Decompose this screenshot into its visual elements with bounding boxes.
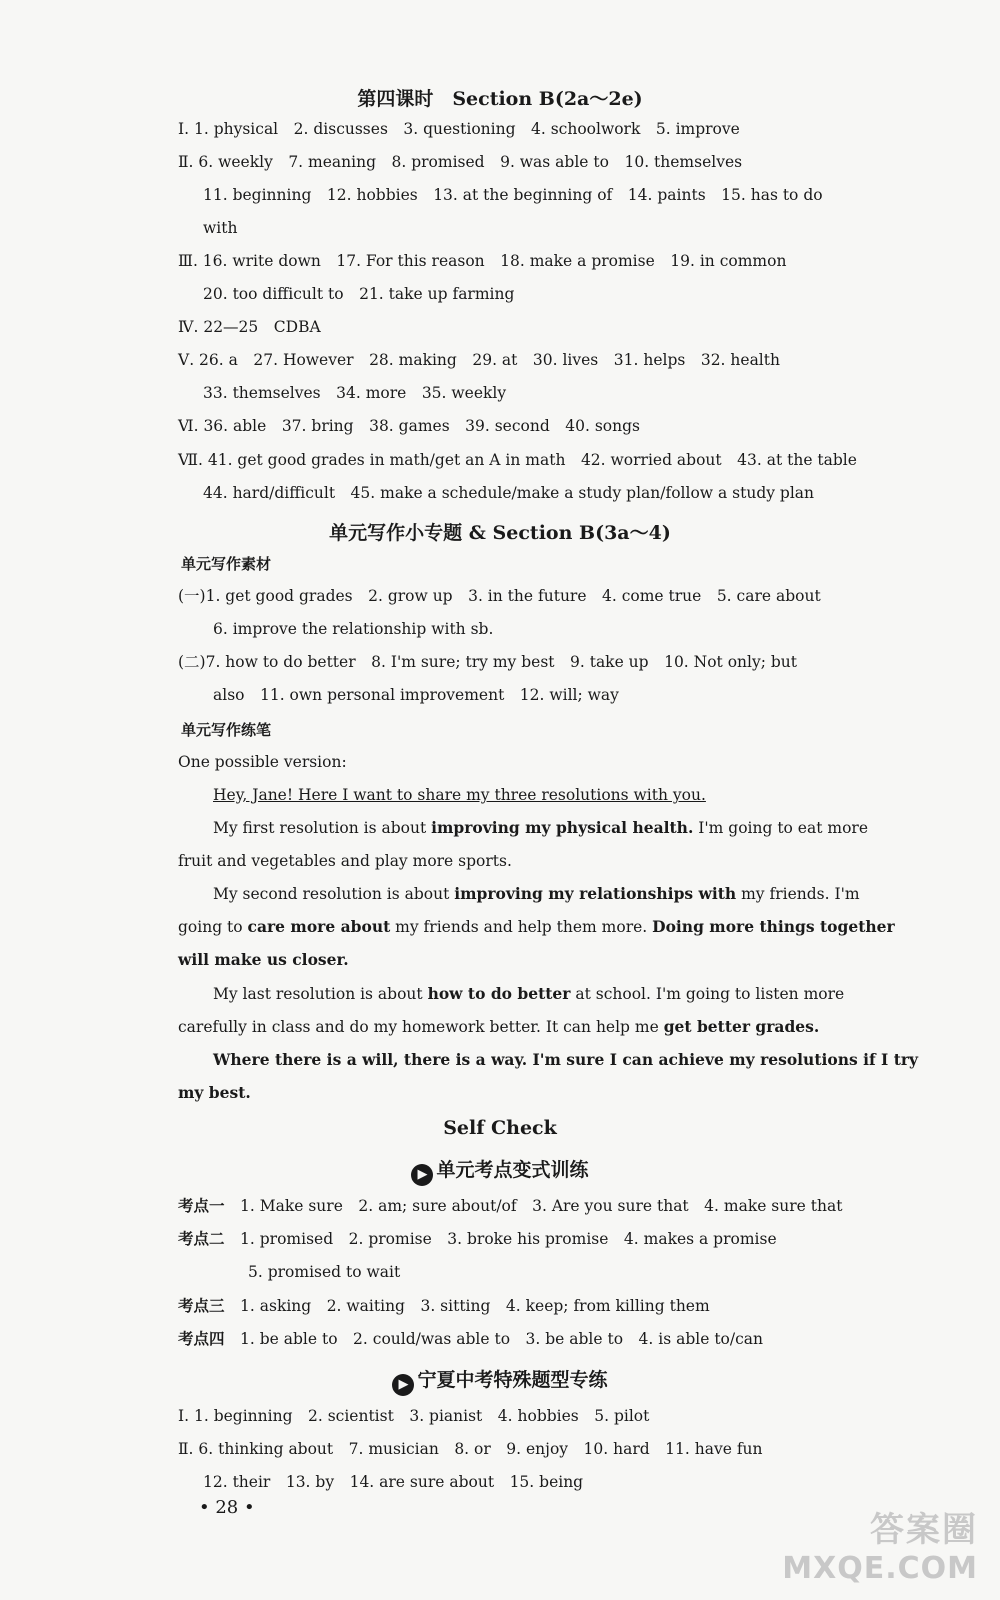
section-title-self-check: Self Check xyxy=(443,1117,557,1139)
essay-paragraph-1-line-2: fruit and vegetables and play more sports. xyxy=(178,852,512,870)
essay-paragraph-3-line-1 xyxy=(213,984,844,1004)
text: My first resolution is about xyxy=(213,819,432,837)
answer-line-9: 33. themselves 34. more 35. weekly xyxy=(203,384,507,402)
answer-line-8: Ⅴ. 26. a 27. However 28. making 29. at 30. lives 31. helps 32. health xyxy=(178,351,780,369)
test-point-text: 1. promised 2. promise 3. broke his promise 4. makes a promise xyxy=(240,1230,777,1248)
answer-line-12: 44. hard/difficult 45. make a schedule/make a study plan/follow a study plan xyxy=(203,484,815,502)
essay-intro: One possible version: xyxy=(178,753,347,771)
test-point-label: 考点二 xyxy=(178,1229,225,1248)
text: at school. I'm going to listen more xyxy=(570,985,845,1003)
answer-line-10: Ⅵ. 36. able 37. bring 38. games 39. second 40. songs xyxy=(178,417,640,435)
bold-text: my best. xyxy=(178,1083,251,1102)
special-line-1: Ⅰ. 1. beginning 2. scientist 3. pianist 4. hobbies 5. pilot xyxy=(178,1407,650,1425)
answer-line-3: 11. beginning 12. hobbies 13. at the beginning of 14. paints 15. has to do xyxy=(203,186,823,204)
writing-line-3: (二)7. how to do better 8. I'm sure; try my best 9. take up 10. Not only; but xyxy=(178,653,798,671)
play-arrow-icon: ▶ xyxy=(411,1164,433,1186)
subheading-practice: 单元写作练笔 xyxy=(181,721,272,739)
test-point-2-cont: 5. promised to wait xyxy=(248,1263,401,1281)
answer-line-4: with xyxy=(203,219,238,237)
heading-unit-test-points xyxy=(0,1155,1000,1186)
essay-paragraph-2-line-2 xyxy=(178,917,895,937)
page-number: • 28 • xyxy=(199,1497,255,1518)
answer-line-7: Ⅳ. 22—25 CDBA xyxy=(178,318,321,336)
site-watermark xyxy=(782,1502,978,1586)
test-point-4 xyxy=(178,1329,763,1349)
heading-text: 宁夏中考特殊题型专练 xyxy=(417,1369,608,1391)
watermark-logo-text: 答案圈 xyxy=(870,1510,978,1550)
answer-line-6: 20. too difficult to 21. take up farming xyxy=(203,285,515,303)
subheading-materials: 单元写作素材 xyxy=(181,555,272,573)
test-point-3 xyxy=(178,1296,710,1316)
text: I'm going to eat more xyxy=(693,819,868,837)
test-point-1 xyxy=(178,1196,842,1216)
writing-line-4: also 11. own personal improvement 12. will; way xyxy=(213,686,619,704)
text: my friends. I'm xyxy=(736,885,860,903)
essay-paragraph-2-line-1 xyxy=(213,884,860,904)
test-point-label: 考点一 xyxy=(178,1196,225,1215)
test-point-text: 1. asking 2. waiting 3. sitting 4. keep; from killing them xyxy=(240,1297,710,1315)
section-title-writing: 单元写作小专题 & Section B(3a～4) xyxy=(329,522,671,544)
watermark-url: MXQE.COM xyxy=(782,1551,978,1586)
text: going to xyxy=(178,918,248,936)
essay-paragraph-2-line-3 xyxy=(178,950,349,970)
special-line-2: Ⅱ. 6. thinking about 7. musician 8. or 9. enjoy 10. hard 11. have fun xyxy=(178,1440,763,1458)
essay-paragraph-4-line-1 xyxy=(213,1050,918,1070)
test-point-label: 考点四 xyxy=(178,1329,225,1348)
bold-text: will make us closer. xyxy=(178,950,349,969)
bold-text: get better grades. xyxy=(663,1017,820,1036)
test-point-2 xyxy=(178,1229,777,1249)
bold-text: improving my physical health. xyxy=(431,818,694,837)
special-line-3: 12. their 13. by 14. are sure about 15. being xyxy=(203,1473,584,1491)
writing-line-1: (一)1. get good grades 2. grow up 3. in the future 4. come true 5. care about xyxy=(178,587,821,605)
test-point-text: 1. Make sure 2. am; sure about/of 3. Are you sure that 4. make sure that xyxy=(240,1197,843,1215)
test-point-text: 1. be able to 2. could/was able to 3. be able to 4. is able to/can xyxy=(240,1330,764,1348)
bold-text: care more about xyxy=(247,917,391,936)
bold-text: improving my relationships with xyxy=(454,884,737,903)
text: carefully in class and do my homework better. It can help me xyxy=(178,1018,664,1036)
writing-line-2: 6. improve the relationship with sb. xyxy=(213,620,494,638)
essay-greeting: Hey, Jane! Here I want to share my three resolutions with you. xyxy=(213,786,706,804)
section-title-b-2a-2e: 第四课时 Section B(2a～2e) xyxy=(357,88,643,110)
text: my friends and help them more. xyxy=(390,918,653,936)
answer-line-5: Ⅲ. 16. write down 17. For this reason 18. make a promise 19. in common xyxy=(178,252,787,270)
text: My last resolution is about xyxy=(213,985,428,1003)
answer-line-1: Ⅰ. 1. physical 2. discusses 3. questioning 4. schoolwork 5. improve xyxy=(178,120,740,138)
heading-ningxia-special xyxy=(0,1365,1000,1396)
answer-line-11: Ⅶ. 41. get good grades in math/get an A in math 42. worried about 43. at the table xyxy=(178,451,857,469)
answer-line-2: Ⅱ. 6. weekly 7. meaning 8. promised 9. was able to 10. themselves xyxy=(178,153,743,171)
bold-text: Where there is a will, there is a way. I'm sure I can achieve my resolutions if I try xyxy=(213,1050,919,1069)
test-point-label: 考点三 xyxy=(178,1296,225,1315)
text: My second resolution is about xyxy=(213,885,455,903)
play-arrow-icon: ▶ xyxy=(392,1374,414,1396)
bold-text: Doing more things together xyxy=(652,917,895,936)
essay-paragraph-4-line-2 xyxy=(178,1083,251,1103)
essay-paragraph-3-line-2 xyxy=(178,1017,819,1037)
heading-text: 单元考点变式训练 xyxy=(436,1159,589,1181)
essay-paragraph-1-line-1 xyxy=(213,818,868,838)
bold-text: how to do better xyxy=(427,984,571,1003)
